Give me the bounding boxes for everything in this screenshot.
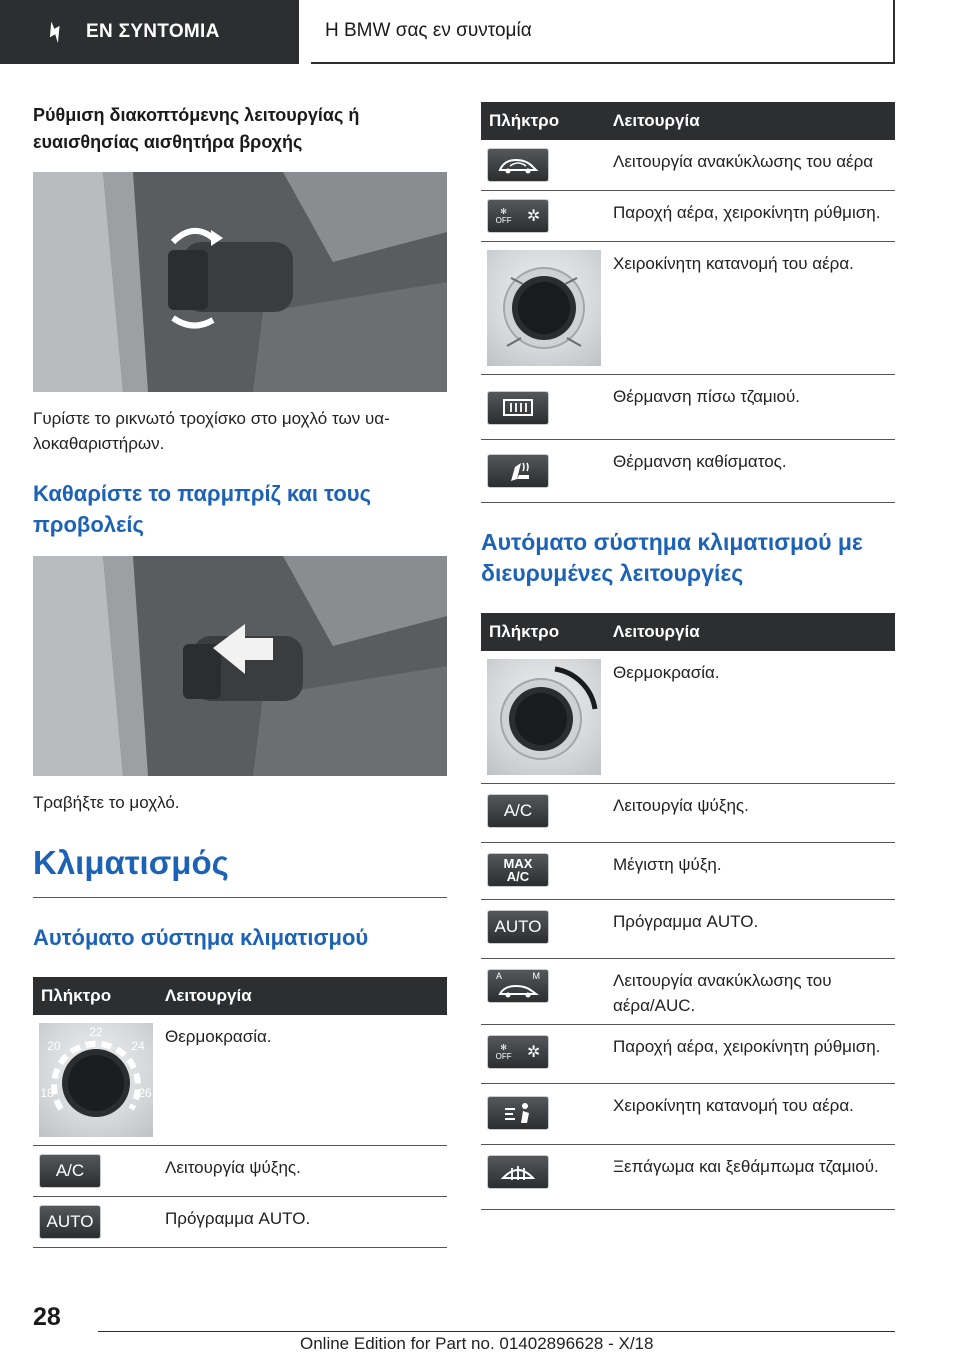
column-header-key: Πλήκτρο	[33, 977, 161, 1015]
edition-footer: Online Edition for Part no. 01402896628 - X/18	[300, 1334, 654, 1353]
dial-mark: 26	[138, 1086, 152, 1100]
table-row	[481, 843, 895, 900]
page-number: 28	[33, 1303, 61, 1331]
table-row	[481, 784, 895, 843]
function-text: Λειτουργία ανακύκλωσης του αέρα/AUC.	[609, 959, 895, 1025]
table-header-row	[481, 102, 895, 140]
rear-defrost-icon	[487, 391, 549, 425]
table-header-row	[33, 977, 447, 1015]
wiper-heading: Ρύθμιση διακοπτόμενης λειτουργίας ή ευαισθησίας αισθητήρα βροχής	[33, 105, 360, 152]
max-ac-label-top: MAX	[503, 856, 533, 871]
table-header-row	[481, 613, 895, 651]
extended-climate-heading: Αυτόματο σύστημα κλιματισμού με διευρυμένες λειτουργίες	[481, 529, 863, 586]
ac-button-icon: A/C	[39, 1154, 101, 1188]
function-text: Παροχή αέρα, χειροκίνητη ρύθμιση.	[609, 191, 895, 242]
climate-keys-table	[481, 102, 895, 503]
auc-recirculation-icon	[487, 969, 549, 1003]
table-row	[33, 1197, 447, 1248]
function-text: Χειροκίνητη κατανομή του αέρα.	[609, 242, 895, 375]
section-label: ΕΝ ΣΥΝΤΟΜΙΑ	[86, 21, 220, 42]
table-row	[481, 140, 895, 191]
right-column	[481, 102, 895, 1210]
climate-title: Κλιματισμός	[33, 841, 447, 898]
column-header-function: Λειτουργία	[609, 102, 895, 140]
table-row	[481, 440, 895, 503]
auto-climate-heading: Αυτόματο σύστημα κλιματισμού	[33, 925, 369, 950]
column-header-function: Λειτουργία	[161, 977, 447, 1015]
left-column	[33, 102, 447, 1248]
air-distribution-button-icon	[487, 1096, 549, 1130]
auto-button-icon: AUTO	[487, 910, 549, 944]
table-row	[481, 959, 895, 1025]
table-row	[33, 1146, 447, 1197]
auc-label-a: A	[496, 971, 503, 981]
section-tab	[0, 0, 299, 64]
function-text: Θερμοκρασία.	[161, 1015, 447, 1146]
function-text: Μέγιστη ψύξη.	[609, 843, 895, 900]
footer-rule	[98, 1331, 895, 1332]
fan-off-icon: ✻ OFF ✲	[487, 1035, 549, 1069]
extended-climate-table	[481, 613, 895, 1210]
max-ac-label-bottom: A/C	[506, 869, 530, 884]
dial-mark: 18	[40, 1086, 54, 1100]
table-row	[481, 375, 895, 440]
fan-off-icon: ✻ OFF ✲	[487, 199, 549, 233]
wiper-stalk-photo	[33, 172, 447, 392]
table-row	[481, 242, 895, 375]
table-row	[481, 1084, 895, 1145]
function-text: Χειροκίνητη κατανομή του αέρα.	[609, 1084, 895, 1145]
max-ac-button-icon	[487, 853, 549, 887]
table-row	[481, 651, 895, 784]
air-distribution-dial-icon	[487, 250, 601, 366]
fan-off-label: OFF	[495, 216, 512, 225]
function-text: Λειτουργία ψύξης.	[609, 784, 895, 843]
chapter-title-box	[311, 0, 895, 64]
dial-mark: 24	[131, 1039, 145, 1053]
front-defrost-icon	[487, 1155, 549, 1189]
column-header-function: Λειτουργία	[609, 613, 895, 651]
auto-climate-table	[33, 977, 447, 1248]
function-text: Θέρμανση πίσω τζαμιού.	[609, 375, 895, 440]
dial-mark: 20	[47, 1039, 61, 1053]
dial-mark: 22	[89, 1025, 103, 1039]
temperature-dial-icon	[39, 1023, 153, 1137]
table-row	[33, 1015, 447, 1146]
washer-heading: Καθαρίστε το παρμπρίζ και τους προβολείς	[33, 481, 372, 537]
function-text: Πρόγραμμα AUTO.	[161, 1197, 447, 1248]
function-text: Πρόγραμμα AUTO.	[609, 900, 895, 959]
table-row	[481, 191, 895, 242]
temperature-dial-icon	[487, 659, 601, 775]
auc-label-m: M	[532, 971, 540, 981]
function-text: Θερμοκρασία.	[609, 651, 895, 784]
column-header-key: Πλήκτρο	[481, 102, 609, 140]
column-header-key: Πλήκτρο	[481, 613, 609, 651]
lightning-bolt-icon	[44, 20, 66, 44]
table-row	[481, 1145, 895, 1210]
function-text: Ξεπάγωμα και ξεθάμπωμα τζαμιού.	[609, 1145, 895, 1210]
washer-stalk-photo	[33, 556, 447, 776]
fan-off-label: OFF	[495, 1052, 512, 1061]
auto-button-icon: AUTO	[39, 1205, 101, 1239]
table-row	[481, 1025, 895, 1084]
chapter-title: Η BMW σας εν συντομία	[325, 20, 532, 41]
function-text: Λειτουργία ανακύκλωσης του αέρα	[609, 140, 895, 191]
function-text: Θέρμανση καθίσματος.	[609, 440, 895, 503]
function-text: Λειτουργία ψύξης.	[161, 1146, 447, 1197]
recirculation-icon	[487, 148, 549, 182]
seat-heating-icon	[487, 454, 549, 488]
washer-caption: Τραβήξτε το μοχλό.	[33, 793, 180, 812]
function-text: Παροχή αέρα, χειροκίνητη ρύθμιση.	[609, 1025, 895, 1084]
wiper-caption: Γυρίστε το ρικνωτό τροχίσκο στο μοχλό των υαλοκαθαριστήρων.	[33, 409, 390, 453]
ac-button-icon: A/C	[487, 794, 549, 828]
table-row	[481, 900, 895, 959]
